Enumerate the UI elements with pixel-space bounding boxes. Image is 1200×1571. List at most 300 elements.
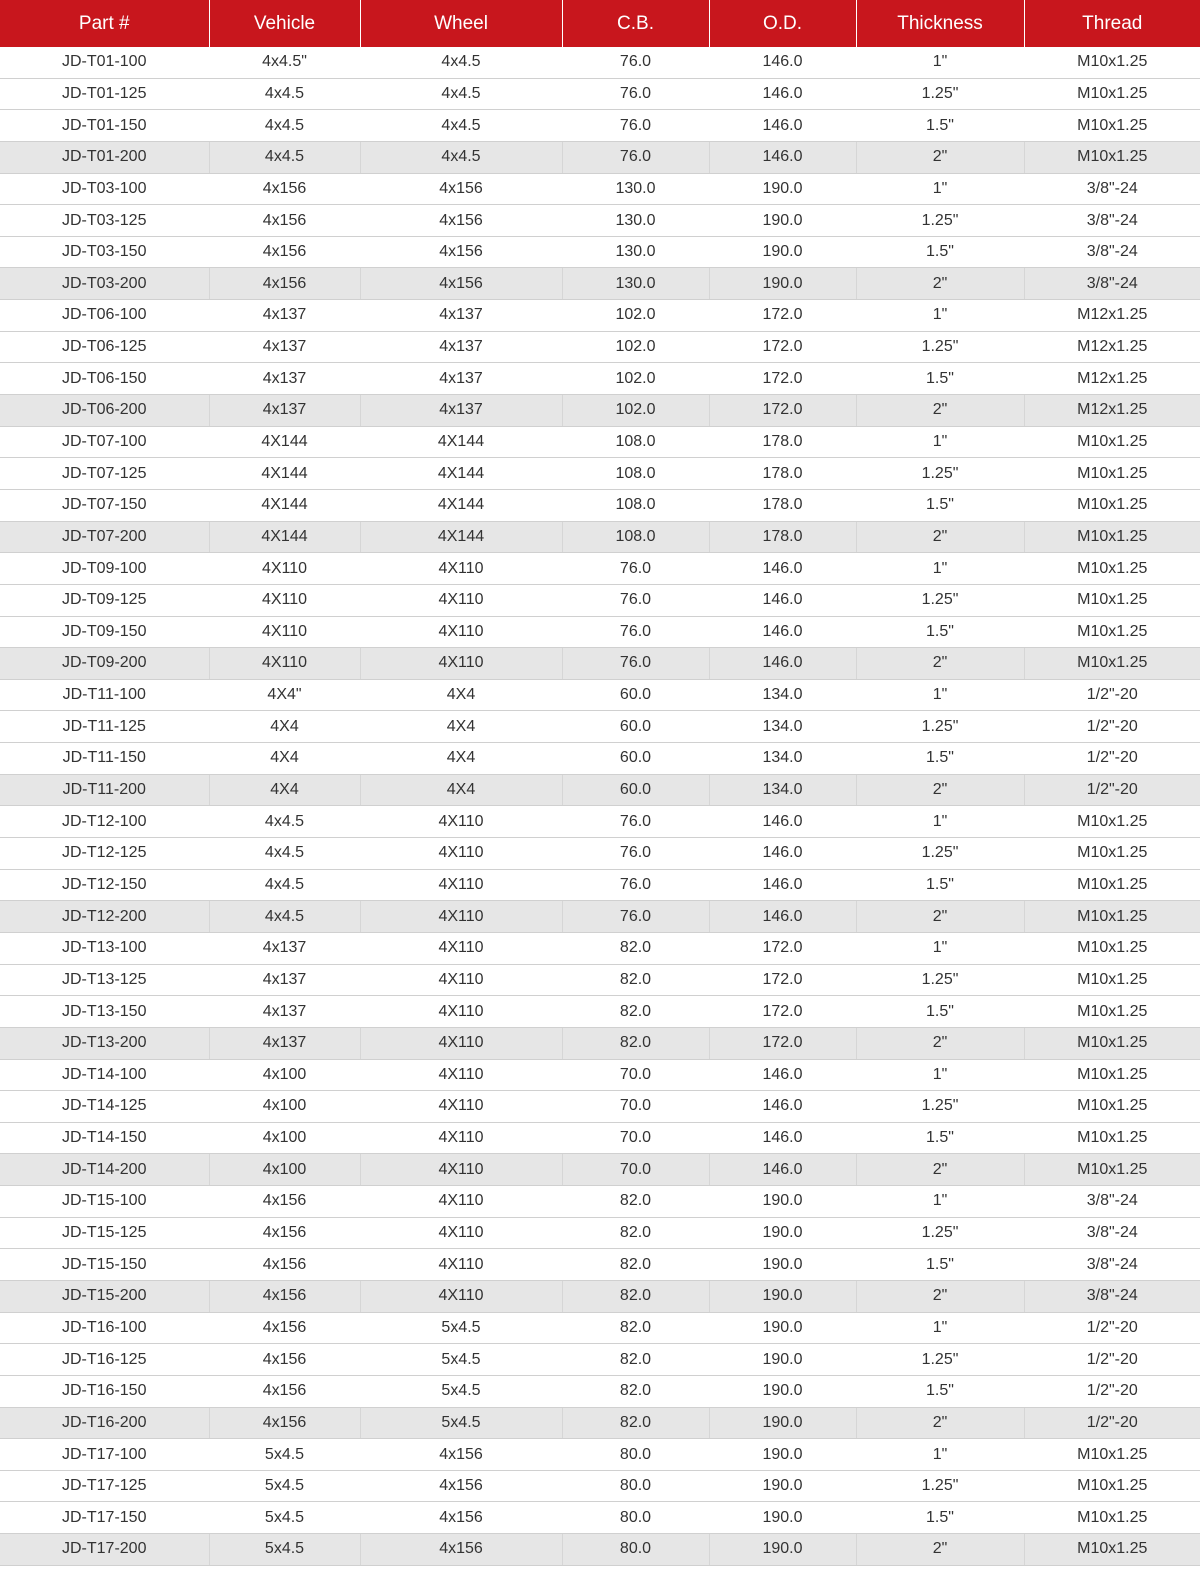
column-header-thread: Thread	[1024, 0, 1200, 47]
cell-part-number: JD-T11-125	[0, 711, 209, 743]
cell-wheel: 4x156	[360, 268, 562, 300]
cell-wheel: 4X110	[360, 996, 562, 1028]
cell-wheel: 4X110	[360, 1186, 562, 1218]
cell-wheel: 4x156	[360, 173, 562, 205]
cell-thread: 1/2"-20	[1024, 774, 1200, 806]
cell-wheel: 4x4.5	[360, 47, 562, 78]
cell-wheel: 4X144	[360, 426, 562, 458]
cell-vehicle: 4x156	[209, 1407, 360, 1439]
cell-outer-diameter: 190.0	[709, 1439, 856, 1471]
cell-wheel: 4X110	[360, 1059, 562, 1091]
cell-thread: M10x1.25	[1024, 1091, 1200, 1123]
cell-wheel: 4x4.5	[360, 141, 562, 173]
cell-thickness: 2"	[856, 395, 1024, 427]
table-row	[0, 1470, 1200, 1502]
cell-thickness: 1.25"	[856, 838, 1024, 870]
cell-thread: 3/8"-24	[1024, 1280, 1200, 1312]
cell-wheel: 4x156	[360, 1470, 562, 1502]
cell-thickness: 1.25"	[856, 1470, 1024, 1502]
cell-thread: M10x1.25	[1024, 838, 1200, 870]
cell-center-bore: 60.0	[562, 679, 709, 711]
cell-thread: M12x1.25	[1024, 395, 1200, 427]
cell-thread: 3/8"-24	[1024, 1217, 1200, 1249]
cell-center-bore: 60.0	[562, 743, 709, 775]
cell-outer-diameter: 190.0	[709, 173, 856, 205]
cell-center-bore: 76.0	[562, 47, 709, 78]
cell-outer-diameter: 190.0	[709, 1375, 856, 1407]
cell-part-number: JD-T12-200	[0, 901, 209, 933]
table-row	[0, 806, 1200, 838]
table-row	[0, 869, 1200, 901]
cell-center-bore: 76.0	[562, 584, 709, 616]
cell-thread: 3/8"-24	[1024, 205, 1200, 237]
cell-center-bore: 102.0	[562, 300, 709, 332]
cell-part-number: JD-T06-150	[0, 363, 209, 395]
cell-thickness: 1.5"	[856, 869, 1024, 901]
cell-outer-diameter: 146.0	[709, 806, 856, 838]
cell-outer-diameter: 190.0	[709, 268, 856, 300]
cell-thickness: 2"	[856, 521, 1024, 553]
cell-center-bore: 60.0	[562, 774, 709, 806]
cell-thread: M10x1.25	[1024, 78, 1200, 110]
cell-outer-diameter: 146.0	[709, 1122, 856, 1154]
table-row	[0, 1375, 1200, 1407]
cell-wheel: 4X4	[360, 774, 562, 806]
cell-center-bore: 82.0	[562, 1407, 709, 1439]
cell-thread: M12x1.25	[1024, 331, 1200, 363]
cell-wheel: 4X110	[360, 1280, 562, 1312]
cell-center-bore: 130.0	[562, 236, 709, 268]
cell-thread: M10x1.25	[1024, 648, 1200, 680]
cell-thickness: 1.5"	[856, 1375, 1024, 1407]
cell-thread: M10x1.25	[1024, 458, 1200, 490]
cell-wheel: 4X110	[360, 616, 562, 648]
cell-wheel: 4X110	[360, 806, 562, 838]
cell-wheel: 4X4	[360, 743, 562, 775]
table-row	[0, 553, 1200, 585]
cell-center-bore: 80.0	[562, 1534, 709, 1566]
cell-part-number: JD-T15-100	[0, 1186, 209, 1218]
table-row	[0, 1217, 1200, 1249]
cell-part-number: JD-T14-100	[0, 1059, 209, 1091]
cell-outer-diameter: 190.0	[709, 1407, 856, 1439]
cell-vehicle: 4x156	[209, 205, 360, 237]
cell-thickness: 1.5"	[856, 1122, 1024, 1154]
cell-vehicle: 4x4.5	[209, 806, 360, 838]
cell-thread: M10x1.25	[1024, 426, 1200, 458]
table-row	[0, 173, 1200, 205]
cell-thickness: 1.5"	[856, 110, 1024, 142]
cell-thickness: 1"	[856, 1439, 1024, 1471]
cell-center-bore: 82.0	[562, 1186, 709, 1218]
cell-outer-diameter: 190.0	[709, 1280, 856, 1312]
cell-thread: M10x1.25	[1024, 141, 1200, 173]
cell-thickness: 1.25"	[856, 78, 1024, 110]
cell-vehicle: 4x100	[209, 1122, 360, 1154]
cell-thickness: 1.5"	[856, 996, 1024, 1028]
cell-wheel: 5x4.5	[360, 1312, 562, 1344]
table-row	[0, 648, 1200, 680]
cell-vehicle: 4x137	[209, 300, 360, 332]
column-header-center-bore: C.B.	[562, 0, 709, 47]
cell-thickness: 2"	[856, 141, 1024, 173]
table-row	[0, 1027, 1200, 1059]
cell-thread: M12x1.25	[1024, 363, 1200, 395]
cell-thickness: 2"	[856, 1280, 1024, 1312]
cell-vehicle: 4x156	[209, 1217, 360, 1249]
cell-thickness: 1.5"	[856, 489, 1024, 521]
table-row	[0, 395, 1200, 427]
cell-part-number: JD-T07-150	[0, 489, 209, 521]
cell-center-bore: 70.0	[562, 1154, 709, 1186]
table-row	[0, 141, 1200, 173]
cell-part-number: JD-T06-125	[0, 331, 209, 363]
cell-vehicle: 5x4.5	[209, 1534, 360, 1566]
cell-thread: M10x1.25	[1024, 1154, 1200, 1186]
cell-part-number: JD-T12-150	[0, 869, 209, 901]
cell-outer-diameter: 190.0	[709, 1344, 856, 1376]
cell-center-bore: 130.0	[562, 205, 709, 237]
cell-wheel: 5x4.5	[360, 1407, 562, 1439]
table-row	[0, 458, 1200, 490]
cell-outer-diameter: 190.0	[709, 1470, 856, 1502]
cell-part-number: JD-T03-125	[0, 205, 209, 237]
cell-center-bore: 108.0	[562, 458, 709, 490]
cell-vehicle: 4x156	[209, 236, 360, 268]
cell-part-number: JD-T15-200	[0, 1280, 209, 1312]
cell-thread: 1/2"-20	[1024, 711, 1200, 743]
cell-thickness: 1"	[856, 679, 1024, 711]
cell-wheel: 4X110	[360, 648, 562, 680]
cell-vehicle: 4X4	[209, 774, 360, 806]
cell-part-number: JD-T01-150	[0, 110, 209, 142]
table-row	[0, 47, 1200, 78]
cell-outer-diameter: 172.0	[709, 363, 856, 395]
cell-thread: M10x1.25	[1024, 1470, 1200, 1502]
cell-center-bore: 80.0	[562, 1502, 709, 1534]
cell-center-bore: 82.0	[562, 964, 709, 996]
cell-center-bore: 130.0	[562, 268, 709, 300]
cell-vehicle: 4X144	[209, 489, 360, 521]
cell-part-number: JD-T16-100	[0, 1312, 209, 1344]
cell-outer-diameter: 190.0	[709, 205, 856, 237]
cell-wheel: 4x156	[360, 205, 562, 237]
cell-center-bore: 76.0	[562, 901, 709, 933]
cell-thread: 3/8"-24	[1024, 268, 1200, 300]
cell-part-number: JD-T03-150	[0, 236, 209, 268]
cell-wheel: 4X110	[360, 932, 562, 964]
cell-thread: M10x1.25	[1024, 521, 1200, 553]
cell-vehicle: 4X144	[209, 458, 360, 490]
table-row	[0, 616, 1200, 648]
cell-thread: 1/2"-20	[1024, 1312, 1200, 1344]
cell-wheel: 4x156	[360, 1439, 562, 1471]
cell-wheel: 4x137	[360, 331, 562, 363]
cell-outer-diameter: 172.0	[709, 964, 856, 996]
table-row	[0, 1186, 1200, 1218]
cell-center-bore: 82.0	[562, 1312, 709, 1344]
table-row	[0, 489, 1200, 521]
cell-center-bore: 80.0	[562, 1470, 709, 1502]
cell-center-bore: 70.0	[562, 1091, 709, 1123]
cell-vehicle: 4x156	[209, 1375, 360, 1407]
cell-thickness: 1"	[856, 47, 1024, 78]
cell-part-number: JD-T17-150	[0, 1502, 209, 1534]
cell-vehicle: 4X110	[209, 616, 360, 648]
cell-center-bore: 76.0	[562, 806, 709, 838]
cell-part-number: JD-T16-200	[0, 1407, 209, 1439]
cell-thread: M10x1.25	[1024, 1122, 1200, 1154]
cell-vehicle: 4x137	[209, 964, 360, 996]
cell-center-bore: 70.0	[562, 1122, 709, 1154]
cell-vehicle: 4x156	[209, 173, 360, 205]
cell-vehicle: 5x4.5	[209, 1470, 360, 1502]
cell-center-bore: 82.0	[562, 1280, 709, 1312]
table-row	[0, 521, 1200, 553]
cell-part-number: JD-T15-125	[0, 1217, 209, 1249]
cell-part-number: JD-T13-200	[0, 1027, 209, 1059]
cell-thread: M10x1.25	[1024, 110, 1200, 142]
cell-part-number: JD-T13-100	[0, 932, 209, 964]
cell-thickness: 1.5"	[856, 616, 1024, 648]
table-body	[0, 47, 1200, 1565]
table-row	[0, 964, 1200, 996]
cell-thickness: 1"	[856, 1186, 1024, 1218]
cell-part-number: JD-T11-100	[0, 679, 209, 711]
cell-thread: M10x1.25	[1024, 553, 1200, 585]
table-row	[0, 363, 1200, 395]
cell-center-bore: 80.0	[562, 1439, 709, 1471]
cell-wheel: 4X144	[360, 458, 562, 490]
cell-center-bore: 82.0	[562, 1344, 709, 1376]
cell-thickness: 2"	[856, 1027, 1024, 1059]
table-row	[0, 1407, 1200, 1439]
cell-wheel: 5x4.5	[360, 1344, 562, 1376]
cell-outer-diameter: 172.0	[709, 331, 856, 363]
cell-thread: M10x1.25	[1024, 932, 1200, 964]
cell-vehicle: 4x156	[209, 1312, 360, 1344]
cell-vehicle: 5x4.5	[209, 1439, 360, 1471]
cell-vehicle: 4x137	[209, 331, 360, 363]
cell-part-number: JD-T01-200	[0, 141, 209, 173]
cell-thread: 1/2"-20	[1024, 743, 1200, 775]
table-row	[0, 268, 1200, 300]
cell-thickness: 2"	[856, 901, 1024, 933]
cell-thickness: 1.25"	[856, 711, 1024, 743]
cell-part-number: JD-T16-125	[0, 1344, 209, 1376]
cell-center-bore: 82.0	[562, 1027, 709, 1059]
column-header-part-number: Part #	[0, 0, 209, 47]
cell-center-bore: 102.0	[562, 363, 709, 395]
header-row	[0, 0, 1200, 47]
cell-part-number: JD-T01-100	[0, 47, 209, 78]
cell-center-bore: 76.0	[562, 78, 709, 110]
cell-thread: M10x1.25	[1024, 901, 1200, 933]
cell-thread: M10x1.25	[1024, 47, 1200, 78]
cell-wheel: 4X110	[360, 1027, 562, 1059]
cell-thickness: 1.5"	[856, 743, 1024, 775]
table-row	[0, 78, 1200, 110]
cell-wheel: 4X4	[360, 679, 562, 711]
cell-outer-diameter: 146.0	[709, 869, 856, 901]
cell-outer-diameter: 172.0	[709, 300, 856, 332]
cell-center-bore: 108.0	[562, 521, 709, 553]
cell-center-bore: 76.0	[562, 648, 709, 680]
cell-vehicle: 4x137	[209, 363, 360, 395]
cell-thickness: 1.25"	[856, 1217, 1024, 1249]
cell-wheel: 4X144	[360, 489, 562, 521]
table-row	[0, 1122, 1200, 1154]
cell-thickness: 1.25"	[856, 1344, 1024, 1376]
cell-wheel: 4X110	[360, 1091, 562, 1123]
cell-thread: M10x1.25	[1024, 616, 1200, 648]
cell-center-bore: 108.0	[562, 489, 709, 521]
cell-vehicle: 4X110	[209, 553, 360, 585]
cell-center-bore: 76.0	[562, 616, 709, 648]
column-header-wheel: Wheel	[360, 0, 562, 47]
cell-outer-diameter: 190.0	[709, 1217, 856, 1249]
table-row	[0, 901, 1200, 933]
cell-vehicle: 4x4.5	[209, 141, 360, 173]
cell-wheel: 4X110	[360, 584, 562, 616]
cell-thread: M10x1.25	[1024, 1059, 1200, 1091]
cell-thickness: 1"	[856, 1059, 1024, 1091]
cell-outer-diameter: 190.0	[709, 1534, 856, 1566]
table-row	[0, 1312, 1200, 1344]
cell-wheel: 4X110	[360, 1154, 562, 1186]
cell-part-number: JD-T14-150	[0, 1122, 209, 1154]
cell-thickness: 1.5"	[856, 1249, 1024, 1281]
cell-outer-diameter: 172.0	[709, 395, 856, 427]
table-row	[0, 426, 1200, 458]
table-row	[0, 711, 1200, 743]
cell-part-number: JD-T13-150	[0, 996, 209, 1028]
cell-outer-diameter: 134.0	[709, 679, 856, 711]
cell-outer-diameter: 190.0	[709, 1312, 856, 1344]
cell-outer-diameter: 172.0	[709, 1027, 856, 1059]
column-header-outer-diameter: O.D.	[709, 0, 856, 47]
cell-thickness: 1.25"	[856, 458, 1024, 490]
cell-thickness: 1"	[856, 1312, 1024, 1344]
cell-outer-diameter: 146.0	[709, 78, 856, 110]
cell-wheel: 4x137	[360, 395, 562, 427]
column-header-vehicle: Vehicle	[209, 0, 360, 47]
table-row	[0, 679, 1200, 711]
cell-outer-diameter: 146.0	[709, 616, 856, 648]
cell-vehicle: 4x137	[209, 996, 360, 1028]
cell-thread: M10x1.25	[1024, 806, 1200, 838]
cell-wheel: 4X110	[360, 901, 562, 933]
cell-vehicle: 4x4.5"	[209, 47, 360, 78]
cell-part-number: JD-T01-125	[0, 78, 209, 110]
cell-outer-diameter: 178.0	[709, 458, 856, 490]
table-row	[0, 838, 1200, 870]
cell-thickness: 1.25"	[856, 584, 1024, 616]
cell-outer-diameter: 178.0	[709, 521, 856, 553]
cell-thread: M10x1.25	[1024, 996, 1200, 1028]
table-row	[0, 774, 1200, 806]
table-row	[0, 331, 1200, 363]
cell-part-number: JD-T14-200	[0, 1154, 209, 1186]
cell-thread: 3/8"-24	[1024, 1186, 1200, 1218]
cell-thread: 3/8"-24	[1024, 236, 1200, 268]
cell-thickness: 2"	[856, 1534, 1024, 1566]
cell-vehicle: 4X144	[209, 521, 360, 553]
cell-vehicle: 4x137	[209, 1027, 360, 1059]
cell-vehicle: 4X4	[209, 711, 360, 743]
cell-center-bore: 82.0	[562, 1375, 709, 1407]
cell-outer-diameter: 146.0	[709, 838, 856, 870]
cell-wheel: 4X110	[360, 964, 562, 996]
cell-thickness: 1"	[856, 173, 1024, 205]
cell-outer-diameter: 146.0	[709, 1154, 856, 1186]
cell-center-bore: 108.0	[562, 426, 709, 458]
table-row	[0, 1154, 1200, 1186]
cell-center-bore: 76.0	[562, 141, 709, 173]
cell-outer-diameter: 178.0	[709, 489, 856, 521]
table-row	[0, 932, 1200, 964]
cell-center-bore: 76.0	[562, 110, 709, 142]
table-row	[0, 584, 1200, 616]
cell-thread: M10x1.25	[1024, 584, 1200, 616]
cell-center-bore: 60.0	[562, 711, 709, 743]
cell-thickness: 2"	[856, 648, 1024, 680]
cell-part-number: JD-T07-200	[0, 521, 209, 553]
cell-vehicle: 4x100	[209, 1154, 360, 1186]
cell-vehicle: 4x156	[209, 1344, 360, 1376]
cell-part-number: JD-T13-125	[0, 964, 209, 996]
cell-vehicle: 4X4	[209, 743, 360, 775]
cell-outer-diameter: 146.0	[709, 47, 856, 78]
cell-vehicle: 4x4.5	[209, 838, 360, 870]
cell-center-bore: 102.0	[562, 395, 709, 427]
table-row	[0, 300, 1200, 332]
cell-thread: M10x1.25	[1024, 964, 1200, 996]
cell-wheel: 4X144	[360, 521, 562, 553]
cell-part-number: JD-T15-150	[0, 1249, 209, 1281]
cell-wheel: 4x4.5	[360, 110, 562, 142]
cell-part-number: JD-T03-100	[0, 173, 209, 205]
cell-vehicle: 4X110	[209, 584, 360, 616]
cell-part-number: JD-T16-150	[0, 1375, 209, 1407]
cell-part-number: JD-T09-200	[0, 648, 209, 680]
cell-center-bore: 102.0	[562, 331, 709, 363]
cell-wheel: 4X110	[360, 1249, 562, 1281]
cell-vehicle: 4x4.5	[209, 110, 360, 142]
cell-part-number: JD-T11-150	[0, 743, 209, 775]
table-row	[0, 1502, 1200, 1534]
cell-thread: M10x1.25	[1024, 1502, 1200, 1534]
cell-center-bore: 130.0	[562, 173, 709, 205]
cell-part-number: JD-T09-150	[0, 616, 209, 648]
cell-outer-diameter: 190.0	[709, 236, 856, 268]
cell-thickness: 2"	[856, 268, 1024, 300]
cell-outer-diameter: 190.0	[709, 1249, 856, 1281]
cell-thickness: 2"	[856, 1154, 1024, 1186]
cell-vehicle: 4x4.5	[209, 869, 360, 901]
table-row	[0, 1091, 1200, 1123]
cell-vehicle: 4x100	[209, 1059, 360, 1091]
cell-thread: 1/2"-20	[1024, 1375, 1200, 1407]
table-row	[0, 743, 1200, 775]
cell-part-number: JD-T09-100	[0, 553, 209, 585]
cell-part-number: JD-T09-125	[0, 584, 209, 616]
cell-outer-diameter: 134.0	[709, 743, 856, 775]
cell-outer-diameter: 146.0	[709, 1059, 856, 1091]
cell-vehicle: 4X4"	[209, 679, 360, 711]
cell-thickness: 1.25"	[856, 331, 1024, 363]
cell-wheel: 4x156	[360, 1534, 562, 1566]
